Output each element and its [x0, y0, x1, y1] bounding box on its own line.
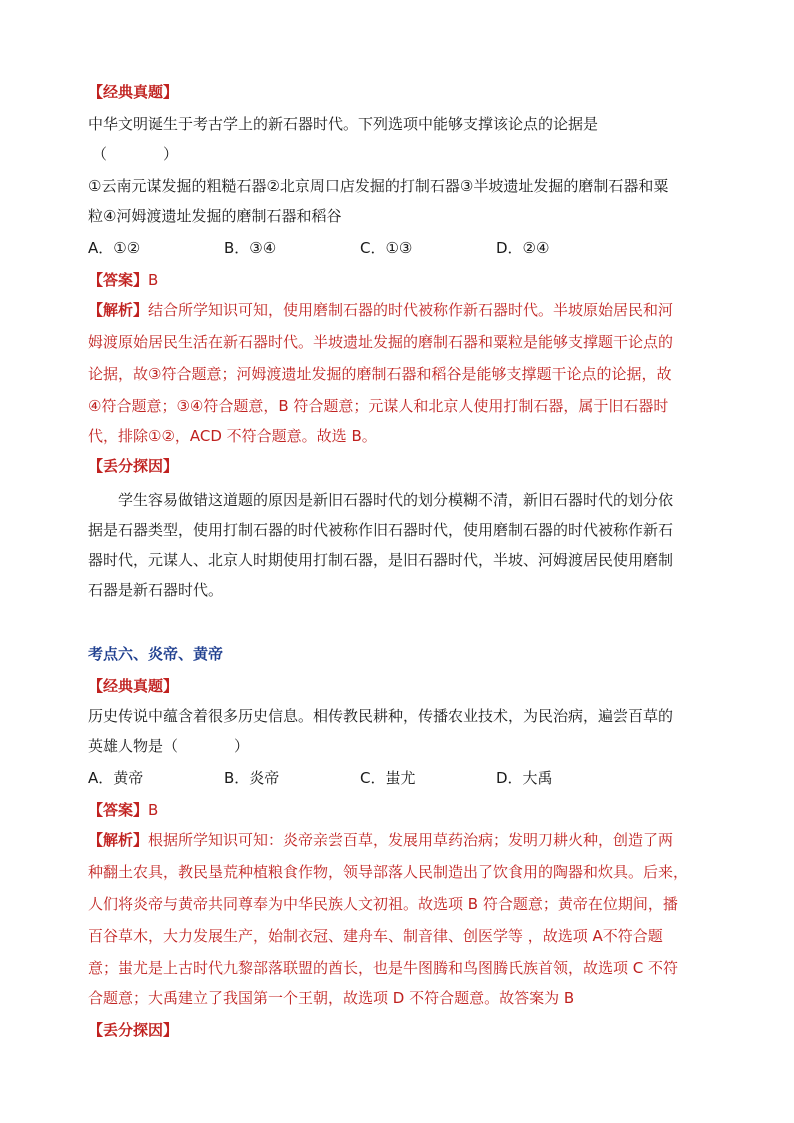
section-title: 考点六、炎帝、黄帝 [88, 645, 224, 663]
question-stem-cont: 英雄人物是（ ） [88, 737, 250, 755]
analysis-text: 百谷草木，大力发展生产，始制衣冠、建舟车、制音律、创医学等 ，故选项 A不符合题 [88, 927, 663, 945]
analysis-line: 【解析】结合所学知识可知，使用磨制石器的时代被称作新石器时代。半坡原始居民和河 [88, 301, 674, 319]
analysis-text: 种翻土农具，教民垦荒种植粮食作物，领导部落人民制造出了饮食用的陶器和炊具。后来， [88, 863, 689, 881]
analysis-text: 人们将炎帝与黄帝共同尊奉为中华民族人文初祖。故选项 B 符合题意；黄帝在位期间，播 [88, 895, 678, 913]
loss-cause-tag: 【丢分探因】 [88, 1021, 179, 1039]
analysis-text: 代，排除①②，ACD 不符合题意。故选 B。 [88, 427, 377, 445]
option-a: A．黄帝 [88, 769, 144, 787]
loss-cause-text: 据是石器类型，使用打制石器的时代被称作旧石器时代，使用磨制石器的时代被称作新石 [88, 521, 674, 539]
option-c: C．蚩尤 [360, 769, 416, 787]
option-b: B．③④ [224, 239, 277, 257]
analysis-tag: 【解析】 [88, 301, 149, 319]
answer-tag: 【答案】 [88, 801, 149, 819]
question-items: ①云南元谋发掘的粗糙石器②北京周口店发掘的打制石器③半坡遗址发掘的磨制石器和粟 [88, 177, 669, 195]
analysis-tag: 【解析】 [88, 831, 149, 849]
question-items-cont: 粒④河姆渡遗址发掘的磨制石器和稻谷 [88, 207, 342, 225]
options-row [88, 238, 728, 258]
classic-question-tag: 【经典真题】 [88, 677, 179, 695]
answer-tag: 【答案】 [88, 271, 149, 289]
loss-cause-text: 学生容易做错这道题的原因是新旧石器时代的划分模糊不清，新旧石器时代的划分依 [118, 491, 674, 509]
option-d: D．②④ [496, 239, 550, 257]
analysis-text: 论据，故③符合题意；河姆渡遗址发掘的磨制石器和稻谷是能够支撑题干论点的论据，故 [88, 365, 672, 383]
analysis-text: 意；蚩尤是上古时代九黎部落联盟的酋长，也是牛图腾和鸟图腾氏族首领，故选项 C 不符 [88, 959, 679, 977]
question-stem: 历史传说中蕴含着很多历史信息。相传教民耕种，传播农业技术，为民治病，遍尝百草的 [88, 707, 674, 725]
analysis-line: 【解析】根据所学知识可知：炎帝亲尝百草，发展用草药治病；发明刀耕火种，创造了两 [88, 831, 674, 849]
loss-cause-text: 器时代，元谋人、北京人时期使用打制石器，是旧石器时代，半坡、河姆渡居民使用磨制 [88, 551, 674, 569]
loss-cause-tag: 【丢分探因】 [88, 457, 179, 475]
option-a: A．①② [88, 239, 141, 257]
answer-value: B [148, 801, 159, 819]
analysis-text: 合题意；大禹建立了我国第一个王朝，故选项 D 不符合题意。故答案为 B [88, 989, 575, 1007]
loss-cause-text: 石器是新石器时代。 [88, 581, 224, 599]
answer-value: B [148, 271, 159, 289]
analysis-text: 姆渡原始居民生活在新石器时代。半坡遗址发掘的磨制石器和粟粒是能够支撑题干论点的 [88, 333, 674, 351]
option-d: D．大禹 [496, 769, 553, 787]
option-b: B．炎帝 [224, 769, 280, 787]
answer-line [88, 270, 728, 290]
question-stem: 中华文明诞生于考古学上的新石器时代。下列选项中能够支撑该论点的论据是 [88, 115, 599, 133]
option-c: C．①③ [360, 239, 413, 257]
analysis-text: ④符合题意；③④符合题意，B 符合题意；元谋人和北京人使用打制石器，属于旧石器时 [88, 397, 669, 415]
options-row [88, 768, 728, 788]
answer-line [88, 800, 728, 820]
classic-question-tag: 【经典真题】 [88, 83, 179, 101]
answer-blank: （ ） [92, 145, 179, 163]
